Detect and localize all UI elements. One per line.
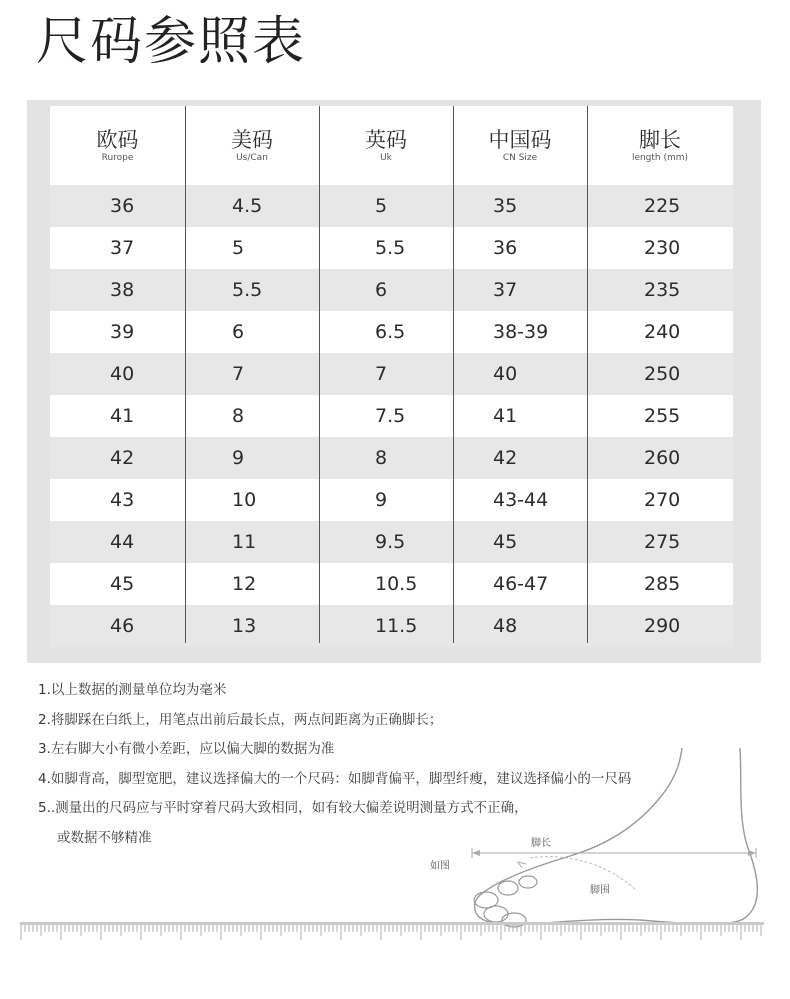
cell-length: 270: [644, 489, 681, 511]
cell-eu: 39: [110, 321, 135, 343]
cell-cn: 40: [493, 363, 518, 385]
cell-cn: 43-44: [493, 489, 549, 511]
toe-outline: [484, 906, 508, 922]
girth-line: [530, 857, 636, 890]
note-item: 5..测量出的尺码应与平时穿着尺码大致相同，如有较大偏差说明测量方式不正确，: [38, 800, 528, 816]
table-row: [50, 437, 733, 479]
ruler-ticks: [21, 925, 764, 940]
cell-us: 5: [232, 237, 245, 259]
header-foot-length: [587, 106, 733, 185]
note-item: 或数据不够精准: [57, 829, 152, 846]
foot-outline: [475, 748, 758, 925]
page-title: 尺码参照表: [36, 12, 307, 72]
table-row: [50, 311, 733, 353]
ruler-edge: [20, 922, 764, 925]
foot-measurement-diagram: [410, 740, 770, 930]
column-divider: [185, 106, 186, 643]
cell-length: 255: [644, 405, 681, 427]
cell-cn: 45: [493, 531, 518, 553]
cell-cn: 48: [493, 615, 518, 637]
toe-outline: [519, 876, 537, 888]
header-sublabel: length (mm): [631, 153, 689, 163]
cell-eu: 40: [110, 363, 135, 385]
note-item: 4.如脚背高，脚型宽肥，建议选择偏大的一个尺码：如脚背偏平，脚型纤瘦，建议选择偏小的一尺码: [38, 770, 632, 787]
cell-length: 250: [644, 363, 681, 385]
cell-cn: 42: [493, 447, 518, 469]
cell-length: 230: [644, 237, 681, 259]
table-row: [50, 605, 733, 647]
label-foot-girth: 脚围: [590, 885, 610, 896]
cell-uk: 5.5: [375, 237, 406, 259]
cell-us: 4.5: [232, 195, 263, 217]
cell-uk: 9: [375, 489, 388, 511]
header-label: 美码: [231, 128, 273, 152]
cell-uk: 7.5: [375, 405, 406, 427]
cell-uk: 5: [375, 195, 388, 217]
table-row: [50, 227, 733, 269]
cell-uk: 7: [375, 363, 388, 385]
cell-us: 10: [232, 489, 257, 511]
cell-us: 5.5: [232, 279, 263, 301]
header-label: 欧码: [96, 128, 139, 152]
column-divider: [587, 106, 588, 643]
table-row: [50, 395, 733, 437]
header-label: 英码: [365, 128, 407, 152]
column-divider: [319, 106, 320, 643]
header-sublabel: Uk: [380, 153, 392, 163]
cell-eu: 46: [110, 615, 135, 637]
cell-uk: 9.5: [375, 531, 406, 553]
cell-us: 8: [232, 405, 245, 427]
header-label: 中国码: [488, 128, 552, 152]
table-row: [50, 563, 733, 605]
note-item: 1.以上数据的测量单位均为毫米: [38, 682, 227, 698]
cell-eu: 43: [110, 489, 135, 511]
header-eu: [50, 106, 185, 185]
table-row: [50, 353, 733, 395]
cell-uk: 6.5: [375, 321, 406, 343]
cell-us: 9: [232, 447, 245, 469]
cell-length: 260: [644, 447, 681, 469]
cell-uk: 8: [375, 447, 388, 469]
cell-cn: 36: [493, 237, 518, 259]
cell-eu: 36: [110, 195, 135, 217]
cell-cn: 46-47: [493, 573, 549, 595]
ruler: [20, 922, 764, 942]
cell-cn: 37: [493, 279, 518, 301]
table-row: [50, 479, 733, 521]
size-table: [50, 106, 733, 647]
cell-us: 6: [232, 321, 245, 343]
header-sublabel: Us/Can: [236, 153, 268, 163]
cell-length: 290: [644, 615, 681, 637]
table-header-row: [50, 106, 733, 185]
cell-eu: 45: [110, 573, 135, 595]
cell-length: 275: [644, 531, 681, 553]
cell-us: 13: [232, 615, 257, 637]
header-sublabel: CN Size: [502, 153, 538, 163]
cell-us: 12: [232, 573, 257, 595]
girth-arrow-icon: [518, 862, 526, 868]
header-uk: [319, 106, 453, 185]
cell-length: 285: [644, 573, 681, 595]
cell-length: 235: [644, 279, 681, 301]
cell-uk: 6: [375, 279, 388, 301]
toe-outline: [498, 881, 518, 895]
cell-eu: 37: [110, 237, 135, 259]
cell-uk: 10.5: [375, 573, 418, 595]
arrow-head-icon: [748, 850, 756, 856]
cell-cn: 38-39: [493, 321, 549, 343]
table-row: [50, 269, 733, 311]
header-us: [185, 106, 319, 185]
cell-eu: 42: [110, 447, 135, 469]
note-item: 2.将脚踩在白纸上，用笔点出前后最长点，两点间距离为正确脚长；: [38, 711, 443, 728]
header-cn: [453, 106, 587, 185]
label-foot-length: 脚长: [531, 838, 551, 849]
cell-length: 240: [644, 321, 681, 343]
label-example: 如图: [430, 861, 450, 872]
table-row: [50, 521, 733, 563]
cell-us: 11: [232, 531, 257, 553]
cell-cn: 41: [493, 405, 518, 427]
cell-eu: 44: [110, 531, 135, 553]
header-sublabel: Rurope: [101, 153, 134, 163]
table-row: [50, 185, 733, 227]
header-label: 脚长: [639, 128, 681, 152]
cell-uk: 11.5: [375, 615, 418, 637]
cell-cn: 35: [493, 195, 518, 217]
cell-eu: 41: [110, 405, 135, 427]
cell-length: 225: [644, 195, 681, 217]
cell-us: 7: [232, 363, 245, 385]
cell-eu: 38: [110, 279, 135, 301]
note-item: 3.左右脚大小有微小差距，应以偏大脚的数据为准: [38, 741, 335, 757]
arrow-head-icon: [472, 850, 480, 856]
column-divider: [453, 106, 454, 643]
